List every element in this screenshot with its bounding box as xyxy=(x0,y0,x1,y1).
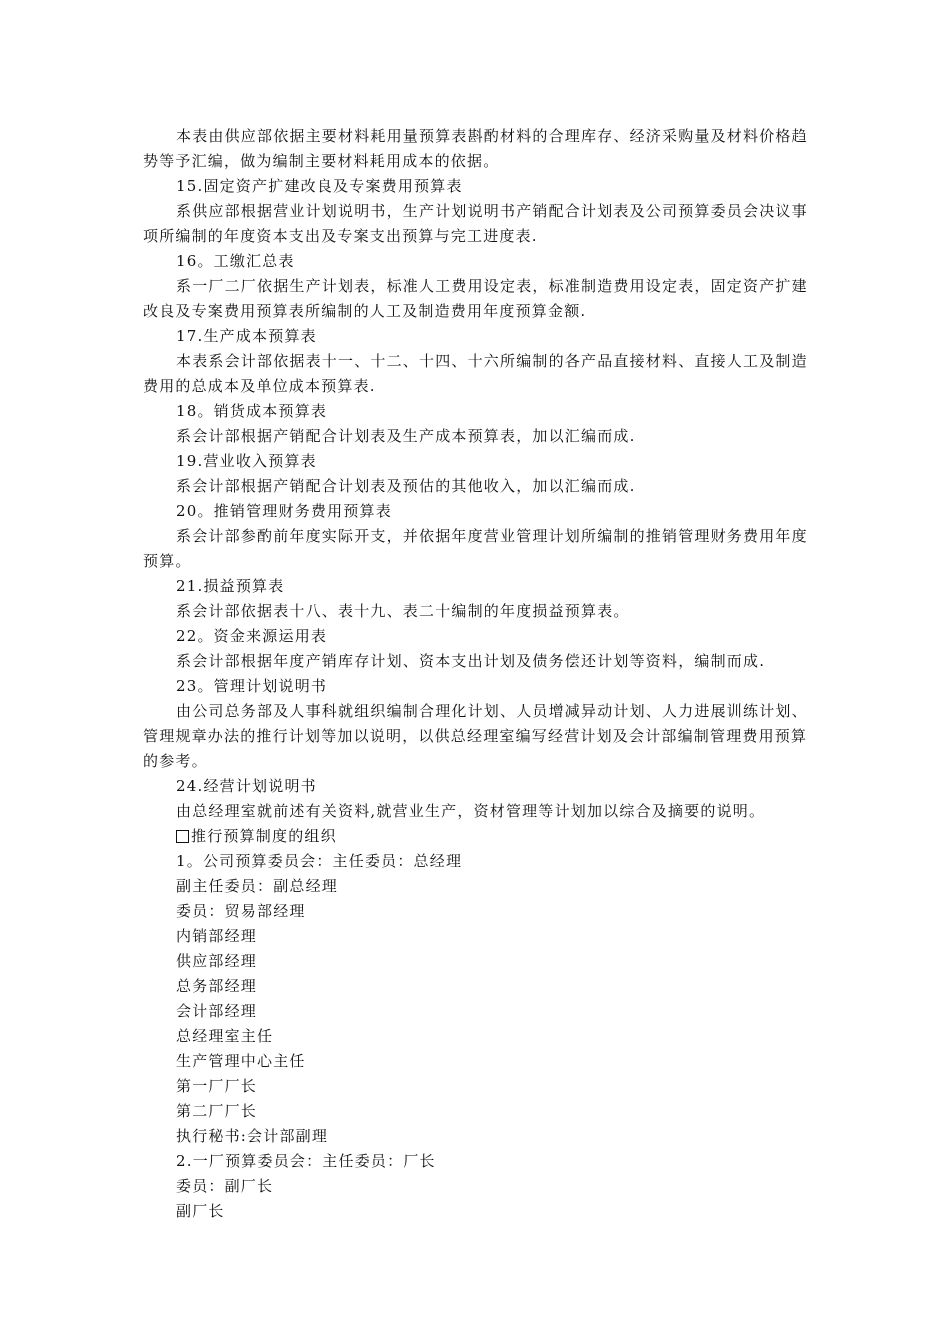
paragraph: 本表由供应部依据主要材料耗用量预算表斟酌材料的合理库存、经济采购量及材料价格趋势等予汇编，做为编制主要材料耗用成本的依据。 xyxy=(143,127,808,170)
paragraph: 系供应部根据营业计划说明书，生产计划说明书产销配合计划表及公司预算委员会决议事项所编制的年度资本支出及专案支出预算与完工进度表. xyxy=(143,202,808,245)
committee-line: 内销部经理 xyxy=(176,927,258,945)
paragraph: 本表系会计部依据表十一、十二、十四、十六所编制的各产品直接材料、直接人工及制造费用的总成本及单位成本预算表. xyxy=(143,352,808,395)
paragraph: 系会计部依据表十八、表十九、表二十编制的年度损益预算表。 xyxy=(176,602,630,620)
committee-line: 委员：贸易部经理 xyxy=(176,902,306,920)
item-heading: 19.营业收入预算表 xyxy=(176,452,317,470)
paragraph: 由总经理室就前述有关资料,就营业生产，资材管理等计划加以综合及摘要的说明。 xyxy=(176,802,766,820)
committee-line: 总经理室主任 xyxy=(176,1027,274,1045)
document-body xyxy=(143,124,808,1224)
item-heading: 24.经营计划说明书 xyxy=(176,777,317,795)
paragraph: 系会计部根据产销配合计划表及生产成本预算表，加以汇编而成. xyxy=(176,427,636,445)
item-heading: 15.固定资产扩建改良及专案费用预算表 xyxy=(176,177,463,195)
committee-line: 供应部经理 xyxy=(176,952,258,970)
section-heading-text: 推行预算制度的组织 xyxy=(191,827,337,845)
item-heading: 20。推销管理财务费用预算表 xyxy=(176,502,392,520)
committee-line: 副厂长 xyxy=(176,1202,225,1220)
item-heading: 21.损益预算表 xyxy=(176,577,285,595)
committee-line: 执行秘书:会计部副理 xyxy=(176,1127,329,1145)
paragraph: 系会计部参酌前年度实际开支，并依据年度营业管理计划所编制的推销管理财务费用年度预算。 xyxy=(143,527,808,570)
committee-line: 1。公司预算委员会：主任委员：总经理 xyxy=(176,852,463,870)
item-heading: 23。管理计划说明书 xyxy=(176,677,328,695)
committee-line: 第一厂厂长 xyxy=(176,1077,258,1095)
section-heading xyxy=(143,824,808,849)
item-heading: 17.生产成本预算表 xyxy=(176,327,317,345)
committee-line: 委员：副厂长 xyxy=(176,1177,274,1195)
committee-line: 副主任委员：副总经理 xyxy=(176,877,339,895)
committee-line: 2.一厂预算委员会：主任委员：厂长 xyxy=(176,1152,436,1170)
committee-line: 会计部经理 xyxy=(176,1002,258,1020)
item-heading: 18。销货成本预算表 xyxy=(176,402,328,420)
committee-line: 总务部经理 xyxy=(176,977,258,995)
item-heading: 22。资金来源运用表 xyxy=(176,627,328,645)
paragraph: 由公司总务部及人事科就组织编制合理化计划、人员增减异动计划、人力进展训练计划、管理规章办法的推行计划等加以说明，以供总经理室编写经营计划及会计部编制管理费用预算的参考。 xyxy=(143,702,808,770)
committee-line: 第二厂厂长 xyxy=(176,1102,258,1120)
item-heading: 16。工缴汇总表 xyxy=(176,252,295,270)
paragraph: 系一厂二厂依据生产计划表，标准人工费用设定表，标准制造费用设定表，固定资产扩建改良及专案费用预算表所编制的人工及制造费用年度预算金额. xyxy=(143,277,808,320)
checkbox-square-icon xyxy=(176,830,189,843)
paragraph: 系会计部根据产销配合计划表及预估的其他收入，加以汇编而成. xyxy=(176,477,636,495)
committee-line: 生产管理中心主任 xyxy=(176,1052,306,1070)
paragraph: 系会计部根据年度产销库存计划、资本支出计划及债务偿还计划等资料，编制而成. xyxy=(176,652,766,670)
